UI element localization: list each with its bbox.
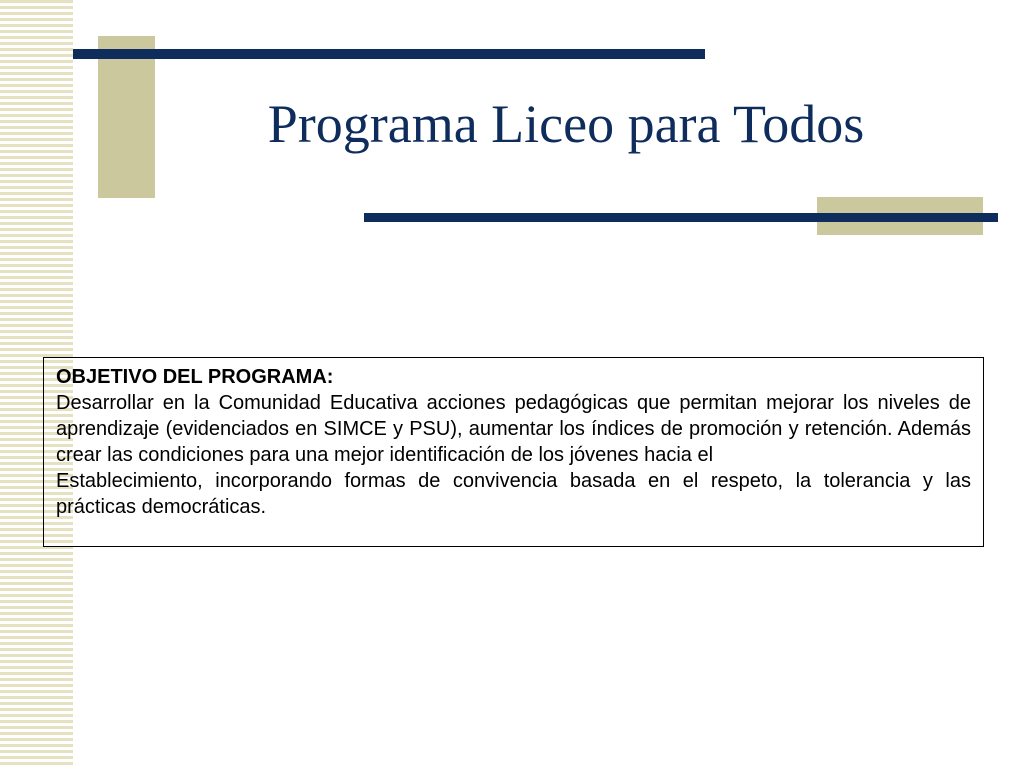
decorative-navy-bar-top — [73, 49, 705, 59]
objective-paragraph-2: Establecimiento, incorporando formas de convivencia basada en el respeto, la tolerancia y las prácticas democráticas. — [56, 470, 971, 518]
slide-title: Programa Liceo para Todos — [267, 94, 865, 154]
objective-text-box — [43, 357, 984, 547]
decorative-navy-bar-bottom — [364, 213, 998, 222]
objective-heading: OBJETIVO DEL PROGRAMA: — [56, 366, 334, 388]
objective-paragraph-1: Desarrollar en la Comunidad Educativa acciones pedagógicas que permitan mejorar los niveles de aprendizaje (evidenciados en SIMCE y PSU), aumentar los índices de promoción y retención. Además crear las condiciones para una mejor identificación de los jóvenes hacia el — [56, 392, 971, 466]
